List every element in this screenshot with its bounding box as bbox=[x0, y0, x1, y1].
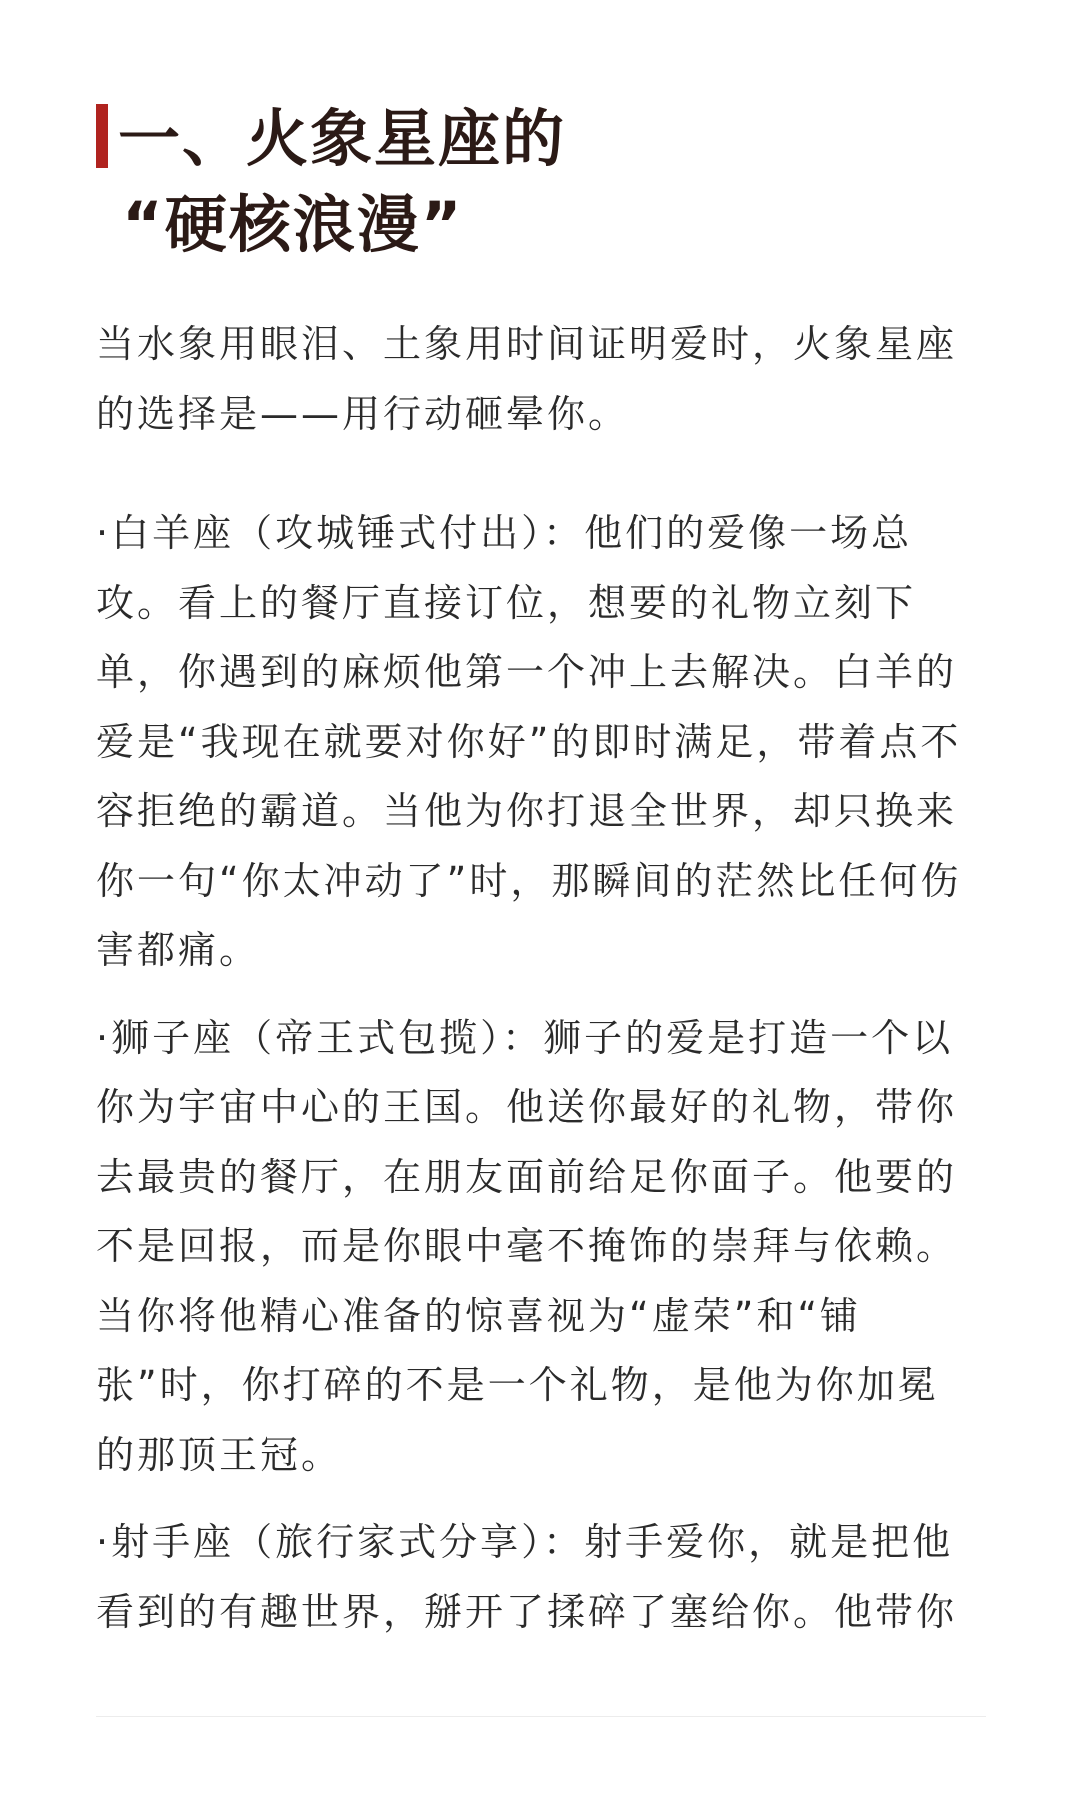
heading-line-1: 一、火象星座的 bbox=[118, 102, 567, 175]
article-body bbox=[96, 310, 986, 1647]
sagittarius-line: 看到的有趣世界，掰开了揉碎了塞给你。他带你 bbox=[96, 1589, 958, 1634]
section-heading bbox=[96, 96, 996, 268]
aries-line: 爱是“我现在就要对你好”的即时满足，带着点不 bbox=[96, 719, 962, 764]
intro-line: 当水象用眼泪、土象用时间证明爱时，火象星座 bbox=[96, 322, 958, 366]
aries-paragraph bbox=[96, 499, 986, 986]
leo-line: 你为宇宙中心的王国。他送你最好的礼物，带你 bbox=[96, 1085, 958, 1129]
leo-line: 不是回报，而是你眼中毫不掩饰的崇拜与依赖。 bbox=[96, 1224, 958, 1268]
leo-line: 的那顶王冠。 bbox=[96, 1432, 343, 1477]
footer-divider bbox=[96, 1716, 986, 1717]
aries-line: 容拒绝的霸道。当他为你打退全世界，却只换来 bbox=[96, 789, 958, 833]
leo-line: 当你将他精心准备的惊喜视为“虚荣”和“铺 bbox=[96, 1293, 862, 1338]
sagittarius-paragraph bbox=[96, 1508, 986, 1647]
aries-line: 攻。看上的餐厅直接订位，想要的礼物立刻下 bbox=[96, 580, 917, 625]
leo-line: ·狮子座（帝王式包揽）：狮子的爱是打造一个以 bbox=[96, 1015, 954, 1060]
aries-line: 害都痛。 bbox=[96, 928, 261, 972]
intro-paragraph bbox=[96, 310, 986, 449]
leo-paragraph bbox=[96, 1004, 986, 1491]
leo-line: 去最贵的餐厅，在朋友面前给足你面子。他要的 bbox=[96, 1154, 958, 1199]
heading-line-2: “硬核浪漫” bbox=[122, 188, 464, 261]
leo-line: 张”时，你打碎的不是一个礼物，是他为你加冕 bbox=[96, 1363, 939, 1407]
sagittarius-line: ·射手座（旅行家式分享）：射手爱你，就是把他 bbox=[96, 1520, 954, 1564]
heading-accent-bar bbox=[96, 104, 108, 168]
aries-line: ·白羊座（攻城锤式付出）：他们的爱像一场总 bbox=[96, 511, 913, 555]
intro-line: 的选择是——用行动砸晕你。 bbox=[96, 391, 630, 436]
aries-line: 你一句“你太冲动了”时，那瞬间的茫然比任何伤 bbox=[96, 858, 962, 903]
aries-line: 单，你遇到的麻烦他第一个冲上去解决。白羊的 bbox=[96, 650, 958, 694]
